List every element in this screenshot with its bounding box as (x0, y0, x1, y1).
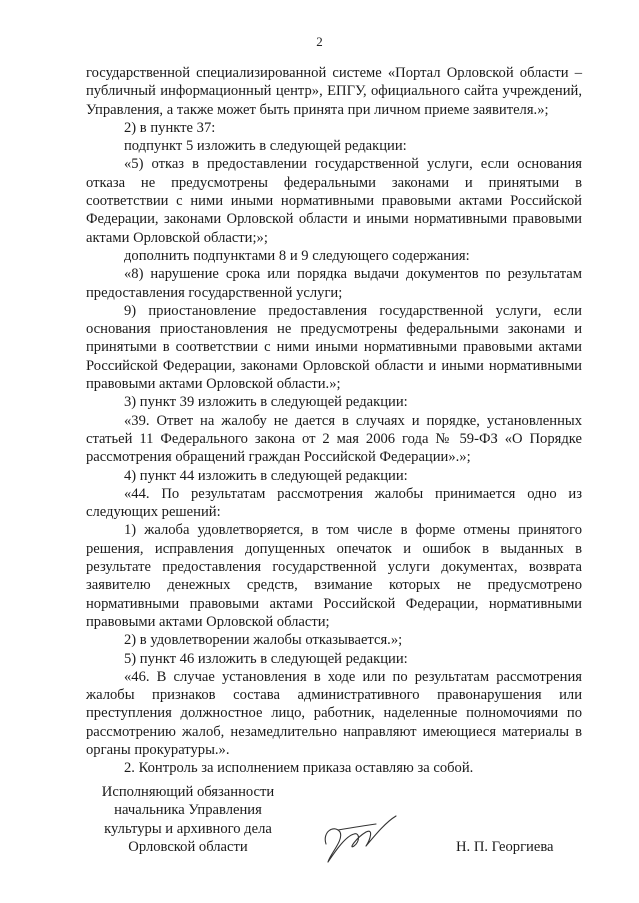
paragraph: «5) отказ в предоставлении государственной услуги, если основания отказа не предусмотрены федеральными законами и принятыми в соответствии с ними иными нормативными правовыми актами Российской Федерации, законами Орловской области и иными нормативными правовыми актами Орловской области;»; (86, 156, 582, 246)
signatory-name: Н. П. Георгиева (456, 839, 554, 855)
paragraph: 9) приостановление предоставления государственной услуги, если основания приостановления не предусмотрены федеральными законами и принятыми в соответствии с ними иными нормативными правовыми актами Российской Федерации, законами Орловской области и иными нормативными правовыми актами Орловской области.»; (86, 302, 582, 393)
paragraph: дополнить подпунктами 8 и 9 следующего содержания: (124, 247, 470, 264)
page-number: 2 (316, 34, 323, 49)
signatory-position (88, 783, 288, 856)
paragraph: 1) жалоба удовлетворяется, в том числе в форме отмены принятого решения, исправления допущенных опечаток и ошибок в выданных в результате предоставления государственной услуги документах, возврата заявителю денежных средств, взимание которых не предусмотрено нормативными правовыми актами Российской Федерации, нормативными правовыми актами Орловской области; (86, 522, 582, 630)
paragraph: «8) нарушение срока или порядка выдачи документов по результатам предоставления государственной услуги; (86, 266, 582, 301)
paragraph: 5) пункт 46 изложить в следующей редакции: (124, 650, 408, 667)
paragraph: «44. По результатам рассмотрения жалобы принимается одно из следующих решений: (86, 485, 582, 521)
paragraph: «46. В случае установления в ходе или по результатам рассмотрения жалобы признаков состава административного правонарушения или преступления должностное лицо, работник, наделенные полномочиями по рассмотрению жалоб, незамедлительно направляют имеющиеся материалы в органы прокуратуры.». (86, 668, 582, 758)
handwritten-signature (316, 810, 406, 870)
position-line: Орловской области (128, 838, 248, 855)
paragraph: 2) в удовлетворении жалобы отказывается.»; (124, 632, 403, 649)
position-line: начальника Управления (114, 802, 262, 819)
paragraph: 2. Контроль за исполнением приказа оставляю за собой. (124, 760, 474, 777)
paragraph: государственной специализированной системе «Портал Орловской области – публичный информационный центр», ЕПГУ, официального сайта учреждений, Управления, а также может быть принята при личном приеме заявителя.»; (86, 65, 582, 118)
paragraph: подпункт 5 изложить в следующей редакции: (124, 138, 407, 155)
paragraph: 4) пункт 44 изложить в следующей редакции: (124, 467, 408, 484)
position-line: Исполняющий обязанности (101, 784, 275, 800)
paragraph: 2) в пункте 37: (124, 119, 216, 136)
position-line: культуры и архивного дела (104, 820, 272, 837)
paragraph: 3) пункт 39 изложить в следующей редакции: (124, 394, 408, 411)
document-body (86, 64, 582, 778)
paragraph: «39. Ответ на жалобу не дается в случаях и порядке, установленных статьей 11 Федерального закона от 2 мая 2006 года № 59-ФЗ «О Порядке рассмотрения обращений граждан Российской Федерации».»; (86, 412, 582, 466)
